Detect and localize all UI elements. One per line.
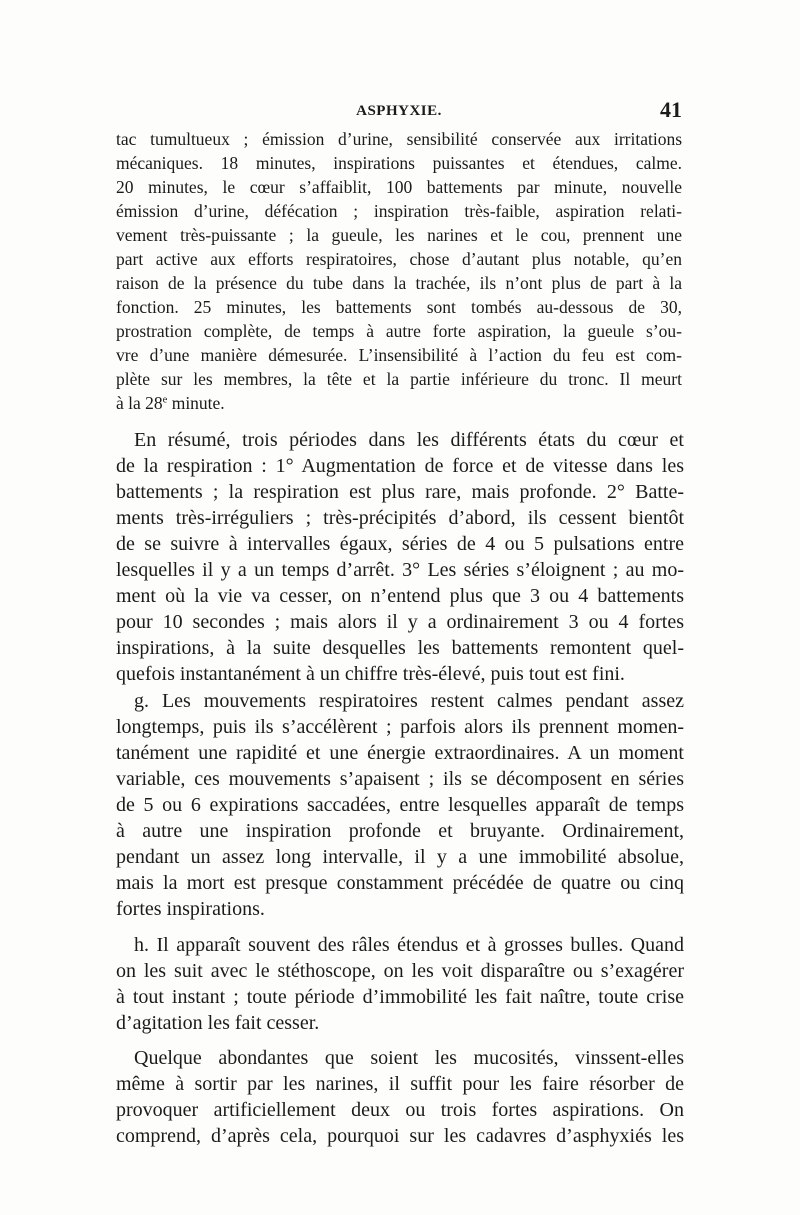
text-line: prostration complète, de temps à autre forte aspiration, la gueule s’ou-	[116, 321, 682, 341]
text-line: émission d’urine, défécation ; inspiration très-faible, aspiration relati-	[116, 201, 682, 221]
text-line: d’agitation les fait cesser.	[116, 1012, 320, 1034]
text-line: de se suivre à intervalles égaux, séries de 4 ou 5 pulsations entre	[116, 533, 684, 555]
text-line: g. Les mouvements respiratoires restent calmes pendant assez	[134, 690, 684, 712]
text-line: même à sortir par les narines, il suffit pour les faire résorber de	[116, 1073, 684, 1095]
text-line: quefois instantanément à un chiffre très-élevé, puis tout est fini.	[116, 663, 625, 685]
text-line: longtemps, puis ils s’accélèrent ; parfois alors ils prennent momen-	[116, 716, 684, 738]
text-line: inspirations, à la suite desquelles les battements remontent quel-	[116, 637, 684, 659]
text-fragment: minute.	[167, 393, 225, 413]
text-line: de la respiration : 1° Augmentation de force et de vitesse dans les	[116, 455, 684, 477]
text-line: lesquelles il y a un temps d’arrêt. 3° Les séries s’éloignent ; au mo-	[116, 559, 684, 581]
text-line: mécaniques. 18 minutes, inspirations puissantes et étendues, calme.	[116, 153, 682, 173]
running-head	[116, 97, 682, 123]
text-line: vre d’une manière démesurée. L’insensibilité à l’action du feu est com-	[116, 345, 682, 365]
text-line: Quelque abondantes que soient les mucosités, vinssent-elles	[134, 1047, 684, 1069]
text-line: variable, ces mouvements s’apaisent ; ils se décomposent en séries	[116, 768, 684, 790]
text-line: fonction. 25 minutes, les battements sont tombés au-dessous de 30,	[116, 297, 682, 317]
text-line: 20 minutes, le cœur s’affaiblit, 100 battements par minute, nouvelle	[116, 177, 682, 197]
text-line: h. Il apparaît souvent des râles étendus et à grosses bulles. Quand	[134, 934, 684, 956]
text-line	[116, 395, 682, 413]
superscript: e	[162, 394, 168, 406]
text-line: ments très-irréguliers ; très-précipités d’abord, ils cessent bientôt	[116, 507, 684, 529]
text-line: tac tumultueux ; émission d’urine, sensibilité conservée aux irritations	[116, 129, 682, 149]
text-line: de 5 ou 6 expirations saccadées, entre lesquelles apparaît de temps	[116, 794, 684, 816]
text-line: plète sur les membres, la tête et la partie inférieure du tronc. Il meurt	[116, 369, 682, 389]
text-line: mais la mort est presque constamment précédée de quatre ou cinq	[116, 872, 684, 894]
text-line: ment où la vie va cesser, on n’entend plus que 3 ou 4 battements	[116, 585, 684, 607]
text-line: vement très-puissante ; la gueule, les narines et le cou, prennent une	[116, 225, 682, 245]
text-line: comprend, d’après cela, pourquoi sur les cadavres d’asphyxiés les	[116, 1125, 684, 1147]
text-line: à autre une inspiration profonde et bruyante. Ordinairement,	[116, 820, 684, 842]
running-title: ASPHYXIE.	[356, 103, 442, 119]
text-line: on les suit avec le stéthoscope, on les voit disparaître ou s’exagérer	[116, 960, 684, 982]
text-fragment: à la 28	[116, 393, 163, 413]
text-line: à tout instant ; toute période d’immobilité les fait naître, toute crise	[116, 986, 684, 1008]
text-line: raison de la présence du tube dans la trachée, ils n’ont plus de part à la	[116, 273, 682, 293]
text-line: tanément une rapidité et une énergie extraordinaires. A un moment	[116, 742, 684, 764]
text-line: pendant un assez long intervalle, il y a une immobilité absolue,	[116, 846, 684, 868]
text-line: En résumé, trois périodes dans les différents états du cœur et	[134, 429, 684, 451]
text-line: battements ; la respiration est plus rare, mais profonde. 2° Batte-	[116, 481, 684, 503]
text-line: fortes inspirations.	[116, 898, 265, 920]
text-line: pour 10 secondes ; mais alors il y a ordinairement 3 ou 4 fortes	[116, 611, 684, 633]
text-line: part active aux efforts respiratoires, chose d’autant plus notable, qu’en	[116, 249, 682, 269]
page-number: 41	[660, 97, 682, 122]
text-line: provoquer artificiellement deux ou trois fortes aspirations. On	[116, 1099, 684, 1121]
